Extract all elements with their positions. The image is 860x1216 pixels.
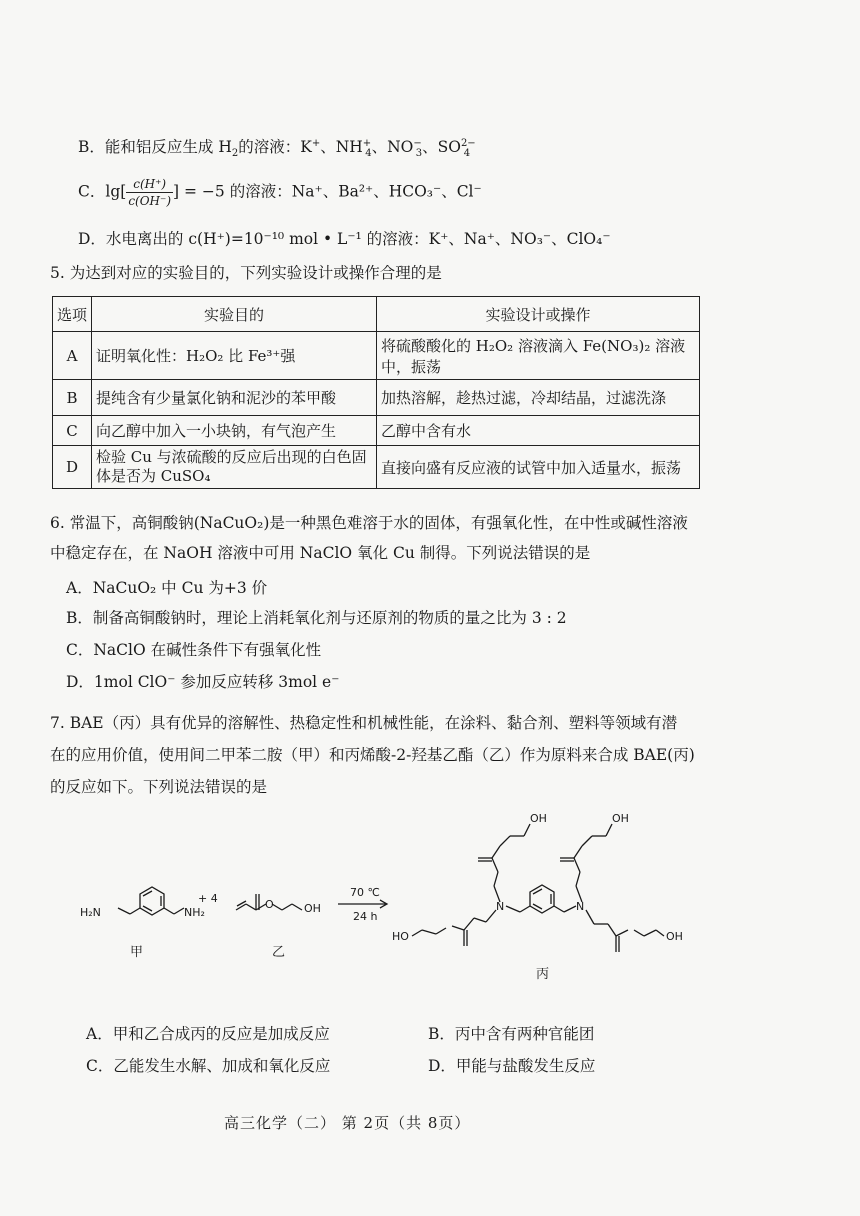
table-row [53, 332, 700, 380]
amine-label-left: H₂N [80, 906, 101, 919]
row-design: 加热溶解，趁热过滤，冷却结晶，过滤洗涤 [377, 380, 700, 416]
q7-stem-1: 7. BAE（丙）具有优异的溶解性、热稳定性和机械性能，在涂料、黏合剂、塑料等领域有潜 [50, 714, 678, 732]
row-purpose: 向乙醇中加入一小块钠，有气泡产生 [92, 416, 377, 446]
q6-stem-1: 6. 常温下，高铜酸钠(NaCuO₂)是一种黑色难溶于水的固体，有强氧化性，在中性或碱性溶液 [50, 514, 688, 532]
q7-option-a: A．甲和乙合成丙的反应是加成反应 [86, 1025, 330, 1043]
row-key: C [53, 416, 92, 446]
table-row [53, 380, 700, 416]
q7-stem-3: 的反应如下。下列说法错误的是 [50, 778, 268, 796]
row-purpose: 检验 Cu 与浓硫酸的反应后出现的白色固体是否为 CuSO₄ [92, 446, 377, 489]
header-design: 实验设计或操作 [377, 297, 700, 332]
reaction-temp: 70 ℃ [350, 886, 380, 899]
label-bing: 丙 [536, 967, 550, 982]
row-purpose: 提纯含有少量氯化钠和泥沙的苯甲酸 [92, 380, 377, 416]
nitrogen-right: N [576, 900, 585, 913]
q7-option-b: B．丙中含有两种官能团 [428, 1025, 595, 1043]
q4-option-b: B．能和铝反应生成 $H_2$的溶液：K+、$NH^+_4$、$NO^-_3$、$SO^{2-}_4$ [78, 137, 476, 160]
row-design: 乙醇中含有水 [377, 416, 700, 446]
table-row [53, 416, 700, 446]
hydroxyl-bottom-left: HO [392, 930, 409, 943]
hydroxyl-top-right: OH [612, 812, 629, 825]
row-key: B [53, 380, 92, 416]
row-key: D [53, 446, 92, 489]
amine-label-right: NH₂ [184, 906, 205, 919]
row-design: 将硫酸酸化的 H₂O₂ 溶液滴入 Fe(NO₃)₂ 溶液中，振荡 [377, 332, 700, 380]
header-purpose: 实验目的 [92, 297, 377, 332]
ratio-fraction: $\frac{c(H^+)}{c(OH^-)}$ [128, 177, 172, 208]
plus-four: + 4 [198, 892, 218, 905]
row-purpose: 证明氧化性：H₂O₂ 比 Fe³⁺强 [92, 332, 377, 380]
nitrogen-left: N [496, 900, 505, 913]
label-yi: 乙 [272, 945, 286, 960]
q7-option-c: C．乙能发生水解、加成和氧化反应 [86, 1057, 331, 1075]
q5-table [52, 296, 700, 489]
header-option: 选项 [53, 297, 92, 332]
ester-o: O [265, 898, 274, 911]
hydroxyl-label-yi: OH [304, 902, 321, 915]
q7-option-d: D．甲能与盐酸发生反应 [428, 1057, 596, 1075]
table-header-row [53, 297, 700, 332]
label-jia: 甲 [130, 945, 144, 960]
q4-option-d: D．水电离出的 c(H⁺)=10⁻¹⁰ mol • L⁻¹ 的溶液：K⁺、Na⁺、NO₃⁻、ClO₄⁻ [78, 230, 611, 248]
q4-option-c: C．lg[ $\frac{c(H^+)}{c(OH^-)}$ ] = −5 的溶液：Na⁺、Ba²⁺、HCO₃⁻、Cl⁻ [78, 177, 482, 208]
q7-stem-2: 在的应用价值，使用间二甲苯二胺（甲）和丙烯酸-2-羟基乙酯（乙）作为原料来合成 BAE(丙) [50, 746, 695, 764]
reaction-time: 24 h [353, 910, 378, 923]
q6-option-d: D．1mol ClO⁻ 参加反应转移 3mol e⁻ [66, 673, 340, 691]
hydroxyl-top-left: OH [530, 812, 547, 825]
table-row [53, 446, 700, 489]
hydroxyl-bottom-right: OH [666, 930, 683, 943]
q5-stem: 5. 为达到对应的实验目的，下列实验设计或操作合理的是 [50, 264, 442, 282]
row-key: A [53, 332, 92, 380]
reaction-scheme [60, 806, 720, 996]
q6-option-b: B．制备高铜酸钠时，理论上消耗氧化剂与还原剂的物质的量之比为 3 : 2 [66, 609, 567, 627]
q6-stem-2: 中稳定存在，在 NaOH 溶液中可用 NaClO 氧化 Cu 制得。下列说法错误的是 [50, 544, 591, 562]
page-footer: 高三化学（二） 第 2页（共 8页） [224, 1114, 471, 1132]
q6-option-c: C．NaClO 在碱性条件下有强氧化性 [66, 641, 322, 659]
row-design: 直接向盛有反应液的试管中加入适量水，振荡 [377, 446, 700, 489]
q6-option-a: A．NaCuO₂ 中 Cu 为+3 价 [66, 579, 268, 597]
